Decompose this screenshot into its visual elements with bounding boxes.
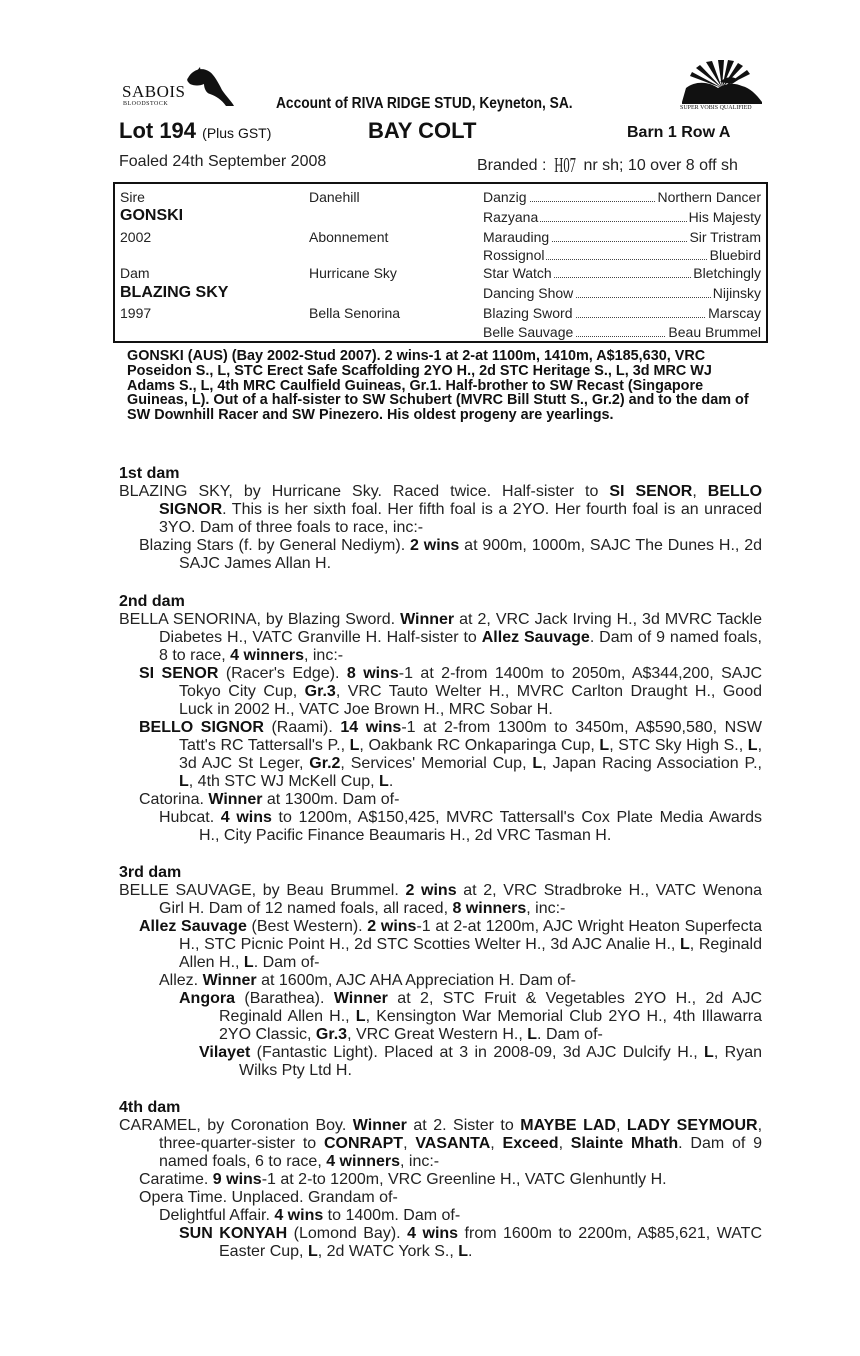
sire-sire: Danehill [309,189,360,205]
dam-sire: Hurricane Sky [309,265,397,281]
sire-year: 2002 [120,229,152,245]
third-gen-row: Blazing Sword Marscay [483,305,761,321]
third-gen-row: Razyana His Majesty [483,209,761,225]
progeny-entry: Angora (Barathea). Winner at 2, STC Fruit & Vegetables 2YO H., 2d AJC Reginald Allen H., L, Kensington War Memorial Club 2YO H., 4th Illawarra 2YO Classic, Gr.3, VRC Great Western H., L. Dam of- [179,990,762,1043]
sire-summary: GONSKI (AUS) (Bay 2002-Stud 2007). 2 wins-1 at 2-at 1100m, 1410m, A$185,630, VRC Poseidon S., L, STC Erect Safe Scaffolding 2YO H., 2d STC Heritage S., L, 3d MRC WJ Adams S., L, 4th MRC Caulfield Guineas, Gr.1. Half-brother to SW Recast (Singapore Guineas, L). Out of a half-sister to SW Schubert (MVRC Bill Stutt S., Gr.2) and to the dam of SW Downhill Racer and SW Pinezero. His oldest progeny are yearlings. [127,347,749,424]
foaled-date: Foaled 24th September 2008 [119,153,327,170]
first-dam-section [119,465,762,573]
progeny-entry: Opera Time. Unplaced. Grandam of- [139,1189,398,1206]
second-dam-section [119,593,762,845]
progeny-entry: Caratime. 9 wins-1 at 2-to 1200m, VRC Greenline H., VATC Glenhuntly H. [139,1171,667,1188]
dam-paragraph: CARAMEL, by Coronation Boy. Winner at 2. Sister to MAYBE LAD, LADY SEYMOUR, three-quarter-sister to CONRAPT, VASANTA, Exceed, Slainte Mhath. Dam of 9 named foals, 6 to race, 4 winners, inc:- [119,1117,763,1170]
branded-prefix: Branded : [477,157,547,174]
third-gen-row: Marauding Sir Tristram [483,229,761,245]
third-gen-row: Rossignol Bluebird [483,247,761,263]
gst-note: (Plus GST) [202,125,272,141]
progeny-entry: Catorina. Winner at 1300m. Dam of- [139,791,400,808]
third-gen-row: Danzig Northern Dancer [483,189,761,205]
sabois-logo [120,66,238,112]
progeny-entry: Vilayet (Fantastic Light). Placed at 3 in 2008-09, 3d AJC Dulcify H., L, Ryan Wilks Pty Ltd H. [199,1044,762,1079]
section-heading: 4th dam [119,1099,181,1116]
sire-name: GONSKI [120,207,184,224]
sunburst-horse-icon [676,58,768,106]
third-gen-row: Dancing Show Nijinsky [483,285,761,301]
third-dam-section [119,864,762,1080]
dam-dam: Bella Senorina [309,305,401,321]
horse-description: BAY COLT [368,118,477,143]
branded-suffix: nr sh; 10 over 8 off sh [583,157,738,174]
section-heading: 1st dam [119,465,180,482]
dam-label: Dam [120,265,150,281]
super-vobis-logo [676,58,768,116]
third-gen-row: Star Watch Bletchingly [483,265,761,281]
sire-label: Sire [120,189,145,205]
sabois-logo-text: SABOIS [122,82,186,101]
barn-location: Barn 1 Row A [627,124,731,141]
horse-head-icon [182,66,236,108]
progeny-entry: BELLO SIGNOR (Raami). 14 wins-1 at 2-from 1300m to 3450m, A$590,580, NSW Tatt's RC Tattersall's P., L, Oakbank RC Onkaparinga Cup, L, STC Sky High S., L, 3d AJC St Leger, Gr.2, Services' Memorial Cup, L, Japan Racing Association P., L, 4th STC WJ McKell Cup, L. [139,719,763,790]
progeny-entry: Blazing Stars (f. by General Nediym). 2 wins at 900m, 1000m, SAJC The Dunes H., 2d SAJC James Allan H. [139,537,763,572]
lot-number [119,118,271,144]
progeny-entry: SUN KONYAH (Lomond Bay). 4 wins from 1600m to 2200m, A$85,621, WATC Easter Cup, L, 2d WATC York S., L. [179,1225,763,1260]
progeny-entry: Delightful Affair. 4 wins to 1400m. Dam of- [159,1207,461,1224]
vendor-account: Account of RIVA RIDGE STUD, Keyneton, SA. [276,95,573,112]
dam-paragraph: BELLE SAUVAGE, by Beau Brummel. 2 wins at 2, VRC Stradbroke H., VATC Wenona Girl H. Dam of 12 named foals, all raced, 8 winners, inc:- [119,882,763,917]
progeny-entry: Allez Sauvage (Best Western). 2 wins-1 at 2-at 1200m, AJC Wright Heaton Superfecta H., STC Picnic Point H., 2d STC Scotties Welter H., 3d AJC Analie H., L, Reginald Allen H., L. Dam of- [139,918,763,971]
pedigree-table [113,182,768,343]
progeny-entry: Hubcat. 4 wins to 1200m, A$150,425, MVRC Tattersall's Cox Plate Media Awards H., City Pacific Finance Beaumaris H., 2d VRC Tasman H. [159,809,762,844]
dam-year: 1997 [120,305,152,321]
dam-paragraph: BLAZING SKY, by Hurricane Sky. Raced twice. Half-sister to SI SENOR, BELLO SIGNOR. This is her sixth foal. Her fifth foal is a 2YO. Her fourth foal is an unraced 3YO. Dam of three foals to race, inc:- [119,483,763,536]
dam-name: BLAZING SKY [120,284,229,301]
dam-paragraph: BELLA SENORINA, by Blazing Sword. Winner at 2, VRC Jack Irving H., 3d MVRC Tackle Diabetes H., VATC Granville H. Half-sister to Allez Sauvage. Dam of 9 named foals, 8 to race, 4 winners, inc:- [119,611,763,664]
super-vobis-caption: SUPER VOBIS QUALIFIED [680,105,752,111]
fourth-dam-section [119,1099,762,1261]
sire-dam: Abonnement [309,229,389,245]
lot-label: Lot 194 [119,118,197,143]
third-gen-row: Belle Sauvage Beau Brummel [483,324,761,340]
progeny-entry: SI SENOR (Racer's Edge). 8 wins-1 at 2-from 1400m to 2050m, A$344,200, SAJC Tokyo City Cup, Gr.3, VRC Tauto Welter H., MVRC Carlton Draught H., Good Luck in 2002 H., VATC Joe Brown H., MRC Sobar H. [139,665,763,718]
progeny-entry: Allez. Winner at 1600m, AJC AHA Appreciation H. Dam of- [159,972,576,989]
sabois-logo-subtext: BLOODSTOCK [123,101,169,107]
section-heading: 3rd dam [119,864,182,881]
section-heading: 2nd dam [119,593,185,610]
brand-info [477,153,738,178]
brand-mark: H07 [554,153,576,177]
